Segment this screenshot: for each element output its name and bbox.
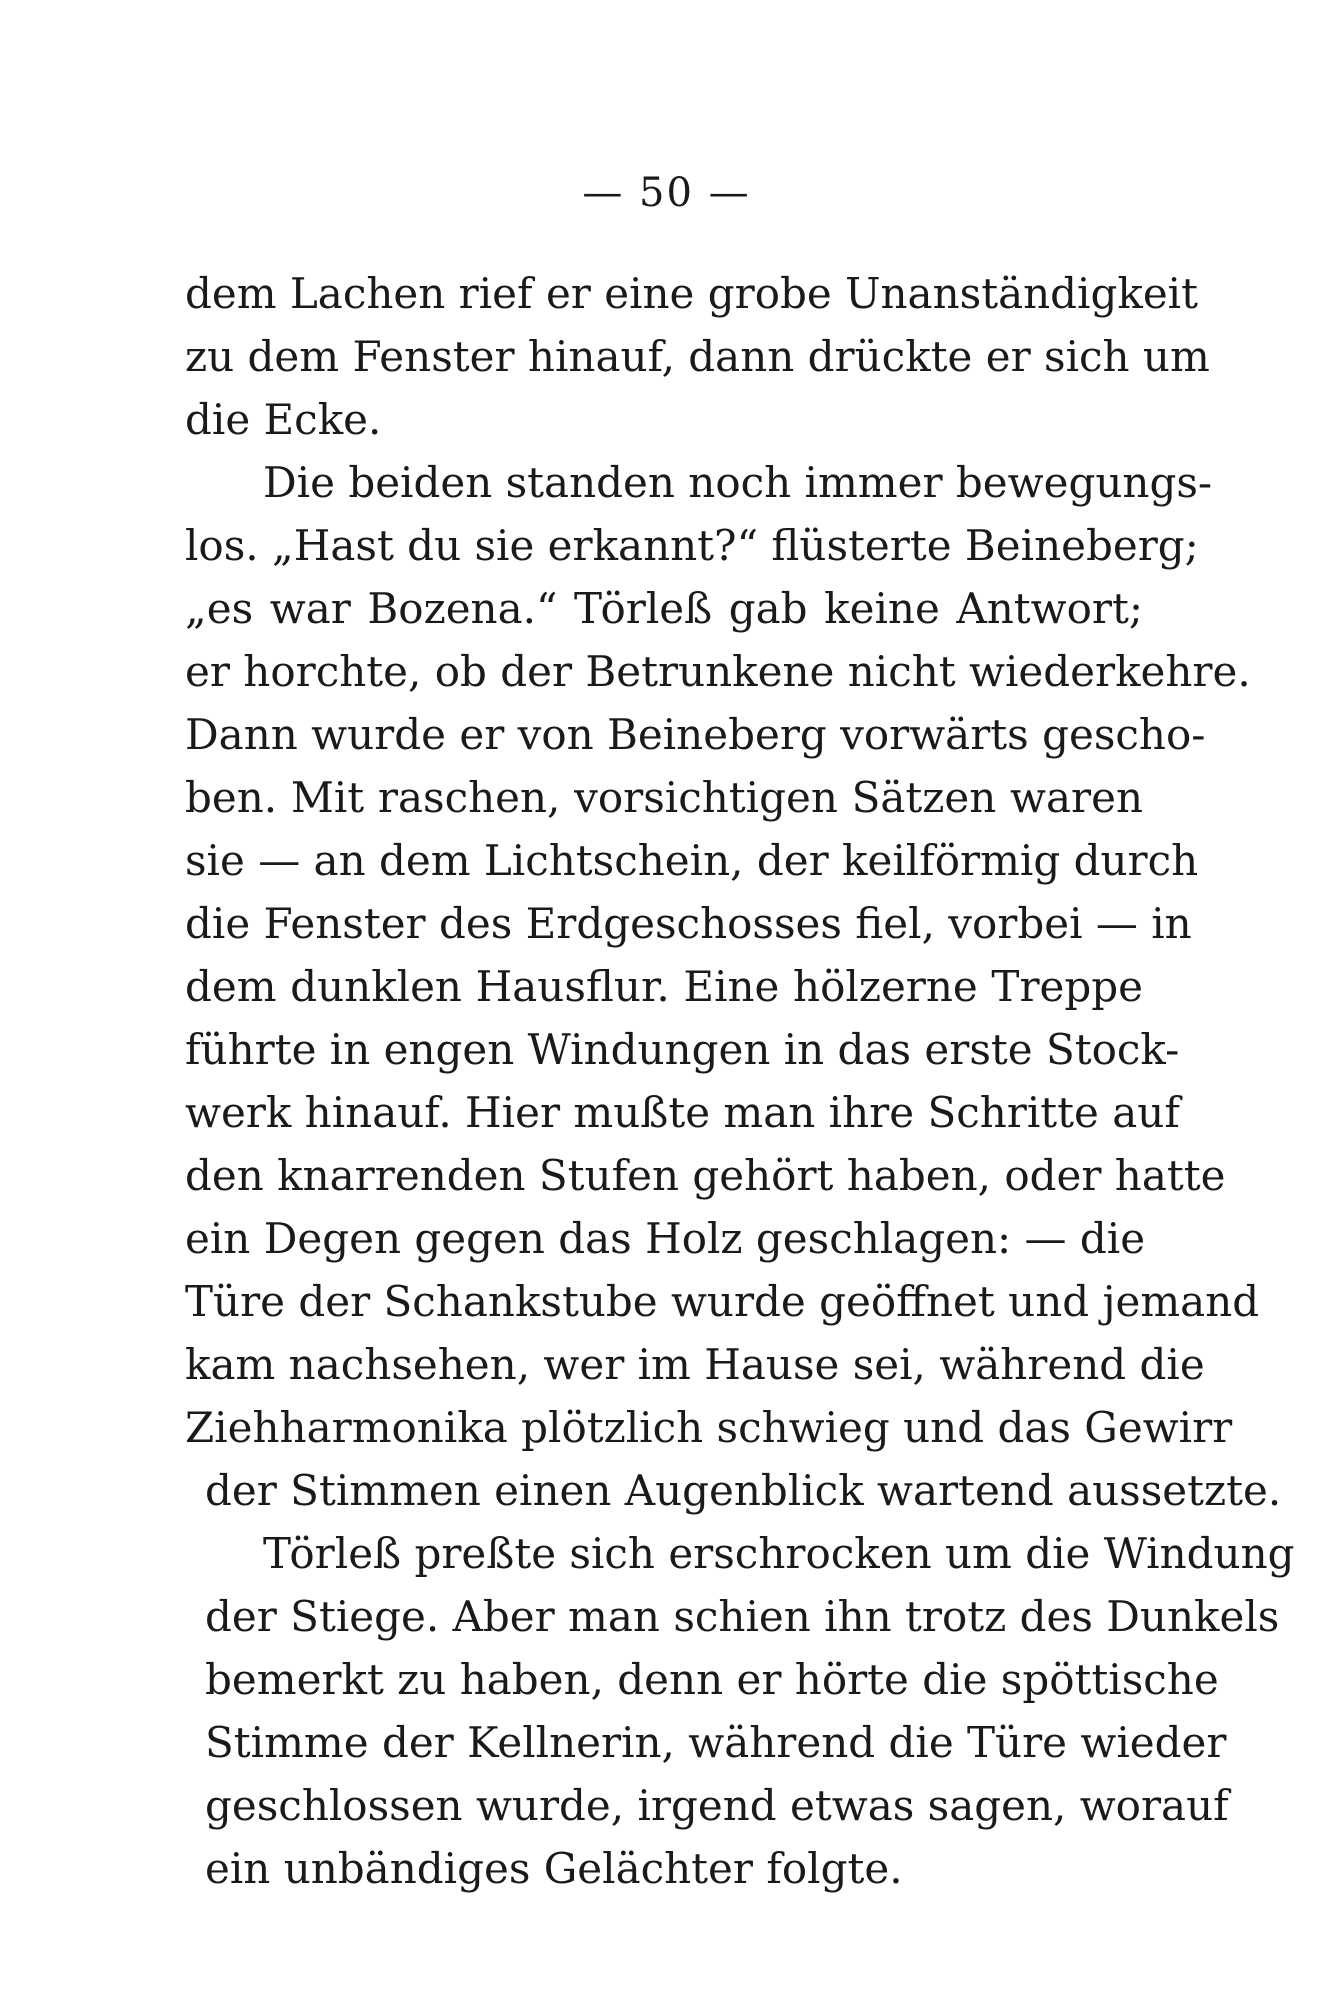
text-line: die Fenster des Erdgeschosses fiel, vorbei — in [185, 899, 1192, 948]
page-number: — 50 — [582, 170, 751, 216]
text-line: zu dem Fenster hinauf, dann drückte er sich um [185, 332, 1210, 381]
text-line: kam nachsehen, wer im Hause sei, während die [185, 1340, 1205, 1389]
text-line: sie — an dem Lichtschein, der keilförmig durch [185, 836, 1199, 885]
text-line: bemerkt zu haben, denn er hörte die spöttische [205, 1655, 1219, 1704]
text-line: der Stiege. Aber man schien ihn trotz des Dunkels [205, 1592, 1280, 1641]
text-line: Die beiden standen noch immer bewegungs- [263, 458, 1213, 507]
paragraph [185, 1522, 1295, 1900]
text-line: dem dunklen Hausflur. Eine hölzerne Treppe [185, 962, 1143, 1011]
text-line: die Ecke. [185, 395, 382, 444]
text-line: werk hinauf. Hier mußte man ihre Schritte auf [185, 1088, 1180, 1137]
text-line: Stimme der Kellnerin, während die Türe wieder [205, 1718, 1227, 1767]
text-line: ein unbändiges Gelächter folgte. [205, 1844, 903, 1893]
body-text [185, 262, 1295, 1900]
text-line: den knarrenden Stufen gehört haben, oder hatte [185, 1151, 1226, 1200]
text-line: Dann wurde er von Beineberg vorwärts gescho- [185, 710, 1206, 759]
text-line: führte in engen Windungen in das erste Stock- [185, 1025, 1180, 1074]
text-line: dem Lachen rief er eine grobe Unanständigkeit [185, 269, 1198, 318]
text-line: los. „Hast du sie erkannt?“ flüsterte Beineberg; [185, 521, 1199, 570]
text-line: „es war Bozena.“ Törleß gab keine Antwort; [185, 584, 1143, 633]
paragraph [185, 451, 1282, 1522]
text-line: geschlossen wurde, irgend etwas sagen, worauf [205, 1781, 1229, 1830]
text-line: Ziehharmonika plötzlich schwieg und das Gewirr [185, 1403, 1233, 1452]
text-line: Törleß preßte sich erschrocken um die Windung [263, 1529, 1295, 1578]
text-line: ein Degen gegen das Holz geschlagen: — die [185, 1214, 1146, 1263]
text-line: ben. Mit raschen, vorsichtigen Sätzen waren [185, 773, 1143, 822]
text-line: Türe der Schankstube wurde geöffnet und jemand [185, 1277, 1260, 1326]
text-line: der Stimmen einen Augenblick wartend aussetzte. [205, 1466, 1282, 1515]
text-line: er horchte, ob der Betrunkene nicht wiederkehre. [185, 647, 1251, 696]
paragraph [185, 262, 1210, 451]
